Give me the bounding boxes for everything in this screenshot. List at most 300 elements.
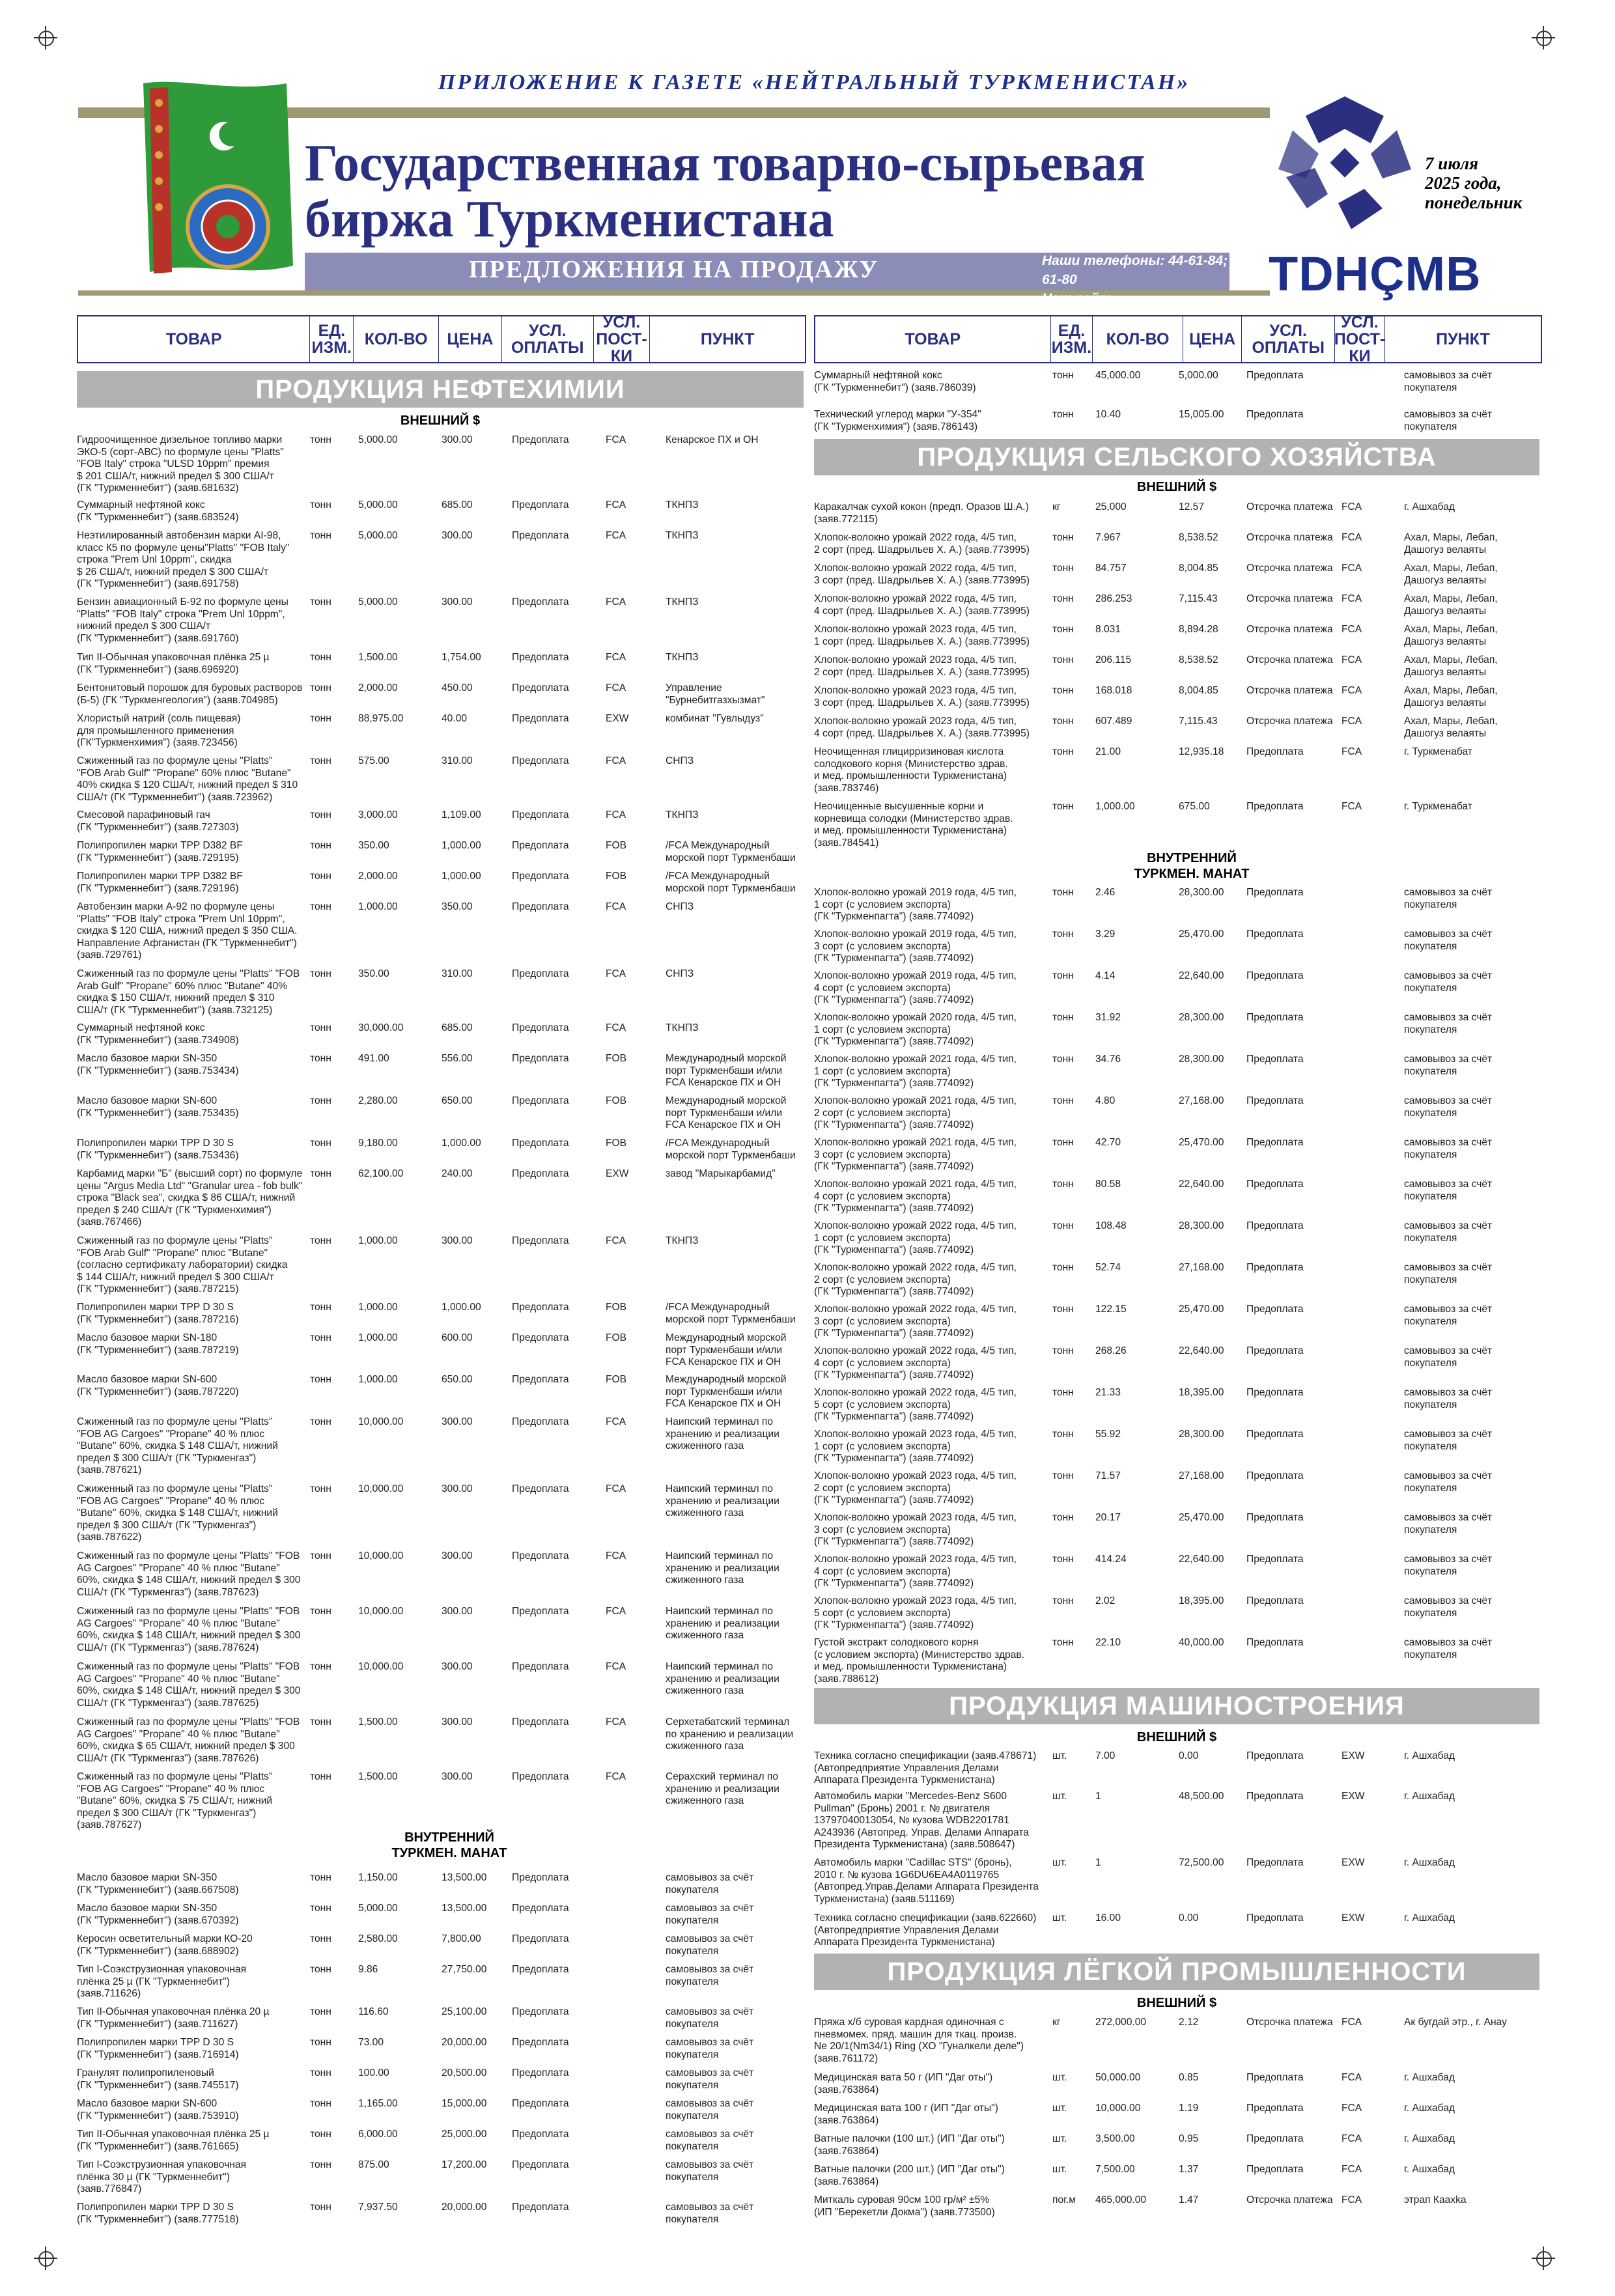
payment-cell: Предоплата <box>512 1661 569 1672</box>
table-row <box>814 1429 1541 1464</box>
qty-cell: 6,000.00 <box>358 2129 398 2140</box>
registration-mark-icon <box>1532 2247 1555 2270</box>
col-qty: КОЛ-ВО <box>1093 316 1183 362</box>
point-cell: Ахал, Мары, Лебап, Дашогуз велаяты <box>1404 593 1498 617</box>
product-cell: Суммарный нефтяной кокс (ГК "Туркменнебит") (заяв.786039) <box>814 370 976 393</box>
table-header-right <box>814 315 1542 363</box>
payment-cell: Предоплата <box>512 2067 569 2079</box>
unit-cell: тонн <box>1052 1345 1074 1356</box>
qty-cell: 22.10 <box>1095 1637 1121 1648</box>
delivery-cell: EXW <box>1341 1857 1365 1868</box>
qty-cell: 100.00 <box>358 2067 389 2079</box>
product-cell: Неэтилированный автобензин марки АI-98, класс К5 по формуле цены"Platts" "FOB Italy" строка "Prem Unl 10ppm", скидка $ 26 США/т, нижний предел $ 300 США/т (ГК "Туркменнебит") (заяв.691758) <box>77 530 290 589</box>
product-cell: Бентонитовый порошок для буровых растворов (Б-5) (ГК "Туркменгеология") (заяв.704985) <box>77 682 303 706</box>
qty-cell: 55.92 <box>1095 1429 1121 1440</box>
subheader-external: ВНЕШНИЙ $ <box>1136 1996 1217 2010</box>
price-cell: 28,300.00 <box>1179 1220 1224 1231</box>
price-cell: 240.00 <box>442 1168 473 1179</box>
price-cell: 650.00 <box>442 1374 473 1385</box>
section-light-industry: ПРОДУКЦИЯ ЛЁГКОЙ ПРОМЫШЛЕННОСТИ <box>814 1953 1539 1990</box>
qty-cell: 286.253 <box>1095 593 1132 604</box>
unit-cell: тонн <box>1052 1429 1074 1440</box>
table-row <box>814 563 1541 589</box>
delivery-cell: FCA <box>606 1022 626 1033</box>
qty-cell: 52.74 <box>1095 1262 1121 1273</box>
unit-cell: тонн <box>310 2037 331 2048</box>
price-cell: 556.00 <box>442 1053 473 1064</box>
table-row <box>77 2098 804 2124</box>
table-row <box>77 755 804 803</box>
registration-mark-icon <box>1532 26 1555 49</box>
unit-cell: тонн <box>1052 624 1074 635</box>
point-cell: Международный морской порт Туркменбаши и/или FCA Кенарское ПХ и ОН <box>666 1374 787 1409</box>
payment-cell: Предоплата <box>1246 801 1304 812</box>
qty-cell: 10,000.00 <box>1095 2103 1141 2114</box>
point-cell: ТКНПЗ <box>666 596 699 608</box>
unit-cell: тонн <box>310 968 331 979</box>
product-cell: Хлопок-волокно урожай 2023 года, 4/5 тип, 3 сорт (с условием экспорта) (ГК "Туркменпагта") (заяв.774092) <box>814 1512 1017 1547</box>
qty-cell: 2,000.00 <box>358 871 398 882</box>
qty-cell: 9.86 <box>358 1964 378 1975</box>
table-row <box>77 682 804 708</box>
delivery-cell: FOB <box>606 1332 627 1343</box>
payment-cell: Отсрочка платежа <box>1246 532 1333 543</box>
table-row <box>77 1374 804 1409</box>
col-price: ЦЕНА <box>439 316 502 362</box>
price-cell: 685.00 <box>442 499 473 511</box>
product-cell: Хлопок-волокно урожай 2023 года, 4/5 тип, 4 сорт (пред. Шадрыльев Х. А.) (заяв.773995) <box>814 716 1030 739</box>
payment-cell: Отсрочка платежа <box>1246 593 1333 604</box>
qty-cell: 1 <box>1095 1857 1101 1868</box>
product-cell: Сжиженный газ по формуле цены "Platts" "FOB AG Cargoes" "Propane" 40 % плюс "Butane" 60%, скидка $ 75 США/т, нижний предел $ 300 США/т (ГК "Туркменгаз") (заяв.787627) <box>77 1771 273 1830</box>
payment-cell: Предоплата <box>512 2129 569 2140</box>
product-cell: Неочищенные высушенные корни и корневища солодки (Министерство здрав. и мед. промышленности Туркменистана) (заяв.784541) <box>814 801 1013 848</box>
table-row <box>814 1912 1541 1948</box>
unit-cell: тонн <box>1052 654 1074 665</box>
table-row <box>814 1137 1541 1172</box>
point-cell: Ахал, Мары, Лебап, Дашогуз велаяты <box>1404 685 1498 708</box>
product-cell: Хлопок-волокно урожай 2021 года, 4/5 тип, 3 сорт (с условием экспорта) (ГК "Туркменпагта") (заяв.774092) <box>814 1137 1017 1172</box>
col-payment: УСЛ. ОПЛАТЫ <box>1242 316 1334 362</box>
price-cell: 48,500.00 <box>1179 1791 1224 1802</box>
point-cell: СНПЗ <box>666 755 694 766</box>
qty-cell: 414.24 <box>1095 1554 1127 1565</box>
delivery-cell: FCA <box>606 682 626 693</box>
product-cell: Техника согласно спецификации (заяв.478671) (Автопредприятие Управления Делами Аппарата Президента Туркменистана) <box>814 1750 1037 1785</box>
unit-cell: тонн <box>310 871 331 882</box>
price-cell: 1,000.00 <box>442 840 481 851</box>
delivery-cell: FOB <box>606 840 627 851</box>
price-cell: 25,470.00 <box>1179 929 1224 940</box>
qty-cell: 3,000.00 <box>358 809 398 820</box>
table-row <box>77 1483 804 1543</box>
table-row <box>77 596 804 644</box>
payment-cell: Отсрочка платежа <box>1246 501 1333 512</box>
unit-cell: тонн <box>310 2159 331 2170</box>
table-row <box>77 434 804 494</box>
unit-cell: шт. <box>1052 1791 1067 1802</box>
table-row <box>814 2164 1541 2190</box>
price-cell: 300.00 <box>442 1416 473 1427</box>
table-row <box>814 887 1541 922</box>
product-cell: Автомобиль марки "Cadillac STS" (бронь), 2010 г. № кузова 1G6DU6EA4A0119765 (Автопред.Управ.Делами Аппарата Президента Туркменистана) (заяв.511169) <box>814 1857 1039 1905</box>
qty-cell: 116.60 <box>358 2006 389 2017</box>
product-cell: Полипропилен марки TPP D 30 S (ГК "Туркменнебит") (заяв.787216) <box>77 1302 239 1325</box>
point-cell: ТКНПЗ <box>666 1235 699 1246</box>
unit-cell: тонн <box>310 1138 331 1149</box>
price-cell: 350.00 <box>442 901 473 912</box>
payment-cell: Предоплата <box>512 755 569 766</box>
subheader-external: ВНЕШНИЙ $ <box>1136 480 1217 494</box>
price-cell: 20,000.00 <box>442 2202 487 2213</box>
price-cell: 17,200.00 <box>442 2159 487 2170</box>
price-cell: 20,500.00 <box>442 2067 487 2079</box>
qty-cell: 122.15 <box>1095 1304 1127 1315</box>
product-cell: Неочищенная глицирризиновая кислота солодкового корня (Министерство здрав. и мед. промышленности Туркменистана) (заяв.783746) <box>814 746 1008 794</box>
unit-cell: тонн <box>310 1716 331 1728</box>
qty-cell: 1,500.00 <box>358 652 398 663</box>
unit-cell: тонн <box>1052 1012 1074 1023</box>
price-cell: 300.00 <box>442 1606 473 1617</box>
product-cell: Тип II-Обычная упаковочная плёнка 20 µ (ГК "Туркменнебит") (заяв.711627) <box>77 2006 270 2030</box>
point-cell: Наипский терминал по хранению и реализации сжиженного газа <box>666 1550 779 1586</box>
product-cell: Тип II-Обычная упаковочная плёнка 25 µ (ГК "Туркменнебит") (заяв.696920) <box>77 652 270 675</box>
price-cell: 300.00 <box>442 1771 473 1782</box>
point-cell: самовывоз за счёт покупателя <box>1404 1304 1493 1327</box>
qty-cell: 84.757 <box>1095 563 1127 574</box>
delivery-cell: FCA <box>1341 654 1362 665</box>
qty-cell: 2,580.00 <box>358 1933 398 1944</box>
product-cell: Керосин осветительный марки КО-20 (ГК "Туркменнебит") (заяв.688902) <box>77 1933 253 1957</box>
payment-cell: Предоплата <box>1246 1012 1304 1023</box>
qty-cell: 10,000.00 <box>358 1416 404 1427</box>
unit-cell: тонн <box>310 1550 331 1561</box>
table-row <box>814 1345 1541 1380</box>
table-row <box>77 1716 804 1764</box>
delivery-cell: FOB <box>606 1138 627 1149</box>
unit-cell: тонн <box>1052 593 1074 604</box>
payment-cell: Предоплата <box>1246 929 1304 940</box>
payment-cell: Отсрочка платежа <box>1246 2017 1333 2028</box>
delivery-cell: EXW <box>606 713 629 724</box>
point-cell: г. Ашхабад <box>1404 1750 1455 1761</box>
product-cell: Полипропилен марки TPP D 30 S (ГК "Туркменнебит") (заяв.716914) <box>77 2037 239 2060</box>
col-payment: УСЛ. ОПЛАТЫ <box>502 316 594 362</box>
point-cell: самовывоз за счёт покупателя <box>666 1903 754 1926</box>
table-row <box>814 1012 1541 1047</box>
unit-cell: кг <box>1052 2017 1061 2028</box>
product-cell: Миткаль суровая 90см 100 гр/м² ±5% (ИП "Берекетли Докма") (заяв.773500) <box>814 2194 995 2218</box>
unit-cell: тонн <box>1052 1220 1074 1231</box>
payment-cell: Предоплата <box>1246 1429 1304 1440</box>
subheader-external: ВНЕШНИЙ $ <box>1136 1730 1217 1744</box>
payment-cell: Отсрочка платежа <box>1246 685 1333 696</box>
price-cell: 1.47 <box>1179 2194 1199 2205</box>
unit-cell: тонн <box>1052 929 1074 940</box>
point-cell: ТКНПЗ <box>666 499 699 511</box>
payment-cell: Предоплата <box>512 1771 569 1782</box>
point-cell: Кенарское ПХ и ОН <box>666 434 759 445</box>
unit-cell: тонн <box>1052 1095 1074 1106</box>
point-cell: Международный морской порт Туркменбаши и/или FCA Кенарское ПХ и ОН <box>666 1332 787 1367</box>
product-cell: Хлопок-волокно урожай 2023 года, 4/5 тип, 1 сорт (с условием экспорта) (ГК "Туркменпагта") (заяв.774092) <box>814 1429 1017 1464</box>
price-cell: 28,300.00 <box>1179 1429 1224 1440</box>
qty-cell: 7,937.50 <box>358 2202 398 2213</box>
price-cell: 310.00 <box>442 755 473 766</box>
payment-cell: Предоплата <box>512 434 569 445</box>
issue-date <box>1425 154 1555 212</box>
unit-cell: тонн <box>310 2006 331 2017</box>
delivery-cell: FOB <box>606 1053 627 1064</box>
point-cell: Ахал, Мары, Лебап, Дашогуз велаяты <box>1404 563 1498 586</box>
point-cell: завод "Марыкарбамид" <box>666 1168 776 1179</box>
product-cell: Полипропилен марки TPP D 30 S (ГК "Туркменнебит") (заяв.753436) <box>77 1138 239 1161</box>
price-cell: 20,000.00 <box>442 2037 487 2048</box>
page-title <box>305 135 1269 247</box>
price-cell: 1,754.00 <box>442 652 481 663</box>
point-cell: Наипский терминал по хранению и реализации сжиженного газа <box>666 1416 779 1451</box>
price-cell: 15,005.00 <box>1179 409 1224 420</box>
point-cell: самовывоз за счёт покупателя <box>666 2037 754 2060</box>
payment-cell: Предоплата <box>1246 887 1304 898</box>
delivery-cell: FCA <box>1341 746 1362 757</box>
price-cell: 300.00 <box>442 1550 473 1561</box>
registration-mark-icon <box>34 26 57 49</box>
unit-cell: тонн <box>310 596 331 608</box>
payment-cell: Отсрочка платежа <box>1246 624 1333 635</box>
product-cell: Хлопок-волокно урожай 2022 года, 4/5 тип, 3 сорт (с условием экспорта) (ГК "Туркменпагта") (заяв.774092) <box>814 1304 1017 1339</box>
product-cell: Масло базовое марки SN-180 (ГК "Туркменнебит") (заяв.787219) <box>77 1332 239 1356</box>
point-cell: г. Ашхабад <box>1404 2072 1455 2083</box>
col-price: ЦЕНА <box>1183 316 1243 362</box>
table-row <box>814 1387 1541 1422</box>
delivery-cell: FCA <box>1341 2133 1362 2144</box>
product-cell: Суммарный нефтяной кокс (ГК "Туркменнебит") (заяв.734908) <box>77 1022 239 1046</box>
price-cell: 8,538.52 <box>1179 532 1218 543</box>
qty-cell: 10,000.00 <box>358 1483 404 1494</box>
payment-cell: Предоплата <box>512 1903 569 1914</box>
table-row <box>814 970 1541 1005</box>
subheader-external: ВНЕШНИЙ $ <box>400 413 481 428</box>
unit-cell: тонн <box>1052 1512 1074 1523</box>
point-cell: самовывоз за счёт покупателя <box>666 1933 754 1957</box>
unit-cell: тонн <box>1052 532 1074 543</box>
site-text: Наш сайт: www.exchange.gov.tm <box>1042 291 1188 325</box>
price-cell: 685.00 <box>442 1022 473 1033</box>
delivery-cell: EXW <box>1341 1912 1365 1924</box>
price-cell: 27,168.00 <box>1179 1470 1224 1481</box>
product-cell: Масло базовое марки SN-600 (ГК "Туркменнебит") (заяв.753435) <box>77 1095 239 1119</box>
price-cell: 600.00 <box>442 1332 473 1343</box>
point-cell: самовывоз за счёт покупателя <box>1404 1012 1493 1035</box>
price-cell: 310.00 <box>442 968 473 979</box>
table-row <box>77 901 804 960</box>
price-cell: 22,640.00 <box>1179 1554 1224 1565</box>
unit-cell: тонн <box>310 1483 331 1494</box>
point-cell: самовывоз за счёт покупателя <box>1404 1262 1493 1285</box>
qty-cell: 30,000.00 <box>358 1022 404 1033</box>
price-cell: 72,500.00 <box>1179 1857 1224 1868</box>
product-cell: Хлопок-волокно урожай 2022 года, 4/5 тип, 4 сорт (с условием экспорта) (ГК "Туркменпагта") (заяв.774092) <box>814 1345 1017 1380</box>
table-row <box>77 2202 804 2228</box>
product-cell: Технический углерод марки "У-354" (ГК "Туркменхимия") (заяв.786143) <box>814 409 981 432</box>
unit-cell: тонн <box>1052 1595 1074 1606</box>
qty-cell: 25,000 <box>1095 501 1127 512</box>
unit-cell: тонн <box>310 1661 331 1672</box>
delivery-cell: FCA <box>606 1483 626 1494</box>
point-cell: этрап Кaaxka <box>1404 2194 1467 2205</box>
qty-cell: 62,100.00 <box>358 1168 404 1179</box>
table-row <box>814 1304 1541 1339</box>
point-cell: г. Ашхабад <box>1404 2133 1455 2144</box>
product-cell: Каракалчак сухой кокон (предп. Оразов Ш.А.) (заяв.772115) <box>814 501 1029 525</box>
delivery-cell: FCA <box>606 755 626 766</box>
price-cell: 5,000.00 <box>1179 370 1218 381</box>
point-cell: /FCA Международный морской порт Туркменбаши <box>666 1302 796 1325</box>
table-row <box>814 2103 1541 2129</box>
payment-cell: Предоплата <box>1246 2103 1304 2114</box>
exchange-logo <box>1273 91 1416 234</box>
product-cell: Хлопок-волокно урожай 2023 года, 4/5 тип, 1 сорт (пред. Шадрыльев Х. А.) (заяв.773995) <box>814 624 1030 647</box>
product-cell: Сжиженный газ по формуле цены "Platts" "FOB Arab Gulf" "Propane" 60% плюс "Butane" 40% скидка $ 120 США/т, нижний предел $ 310 США/т (ГК "Туркменнебит") (заяв.723962) <box>77 755 298 803</box>
delivery-cell: EXW <box>606 1168 629 1179</box>
product-cell: Полипропилен марки TPP D 30 S (ГК "Туркменнебит") (заяв.777518) <box>77 2202 239 2225</box>
payment-cell: Предоплата <box>512 809 569 820</box>
qty-cell: 607.489 <box>1095 716 1132 727</box>
unit-cell: тонн <box>1052 1179 1074 1190</box>
table-row <box>814 801 1541 848</box>
price-cell: 25,470.00 <box>1179 1137 1224 1148</box>
qty-cell: 10,000.00 <box>358 1606 404 1617</box>
unit-cell: шт. <box>1052 1750 1067 1761</box>
unit-cell: тонн <box>310 2129 331 2140</box>
qty-cell: 50,000.00 <box>1095 2072 1141 2083</box>
unit-cell: пог.м <box>1052 2194 1076 2205</box>
unit-cell: тонн <box>310 1302 331 1313</box>
unit-cell: тонн <box>1052 1470 1074 1481</box>
payment-cell: Предоплата <box>512 1095 569 1106</box>
delivery-cell: FCA <box>606 434 626 445</box>
payment-cell: Предоплата <box>1246 1912 1304 1924</box>
qty-cell: 168.018 <box>1095 685 1132 696</box>
point-cell: самовывоз за счёт покупателя <box>666 2159 754 2183</box>
point-cell: комбинат "Гувлыдуз" <box>666 713 764 724</box>
table-row <box>77 1053 804 1088</box>
qty-cell: 20.17 <box>1095 1512 1121 1523</box>
table-row <box>814 716 1541 742</box>
price-cell: 12.57 <box>1179 501 1205 512</box>
price-cell: 13,500.00 <box>442 1872 487 1883</box>
payment-cell: Предоплата <box>512 1332 569 1343</box>
unit-cell: тонн <box>310 2067 331 2079</box>
table-row <box>814 624 1541 650</box>
point-cell: ТКНПЗ <box>666 1022 699 1033</box>
unit-cell: тонн <box>310 755 331 766</box>
price-cell: 22,640.00 <box>1179 1345 1224 1356</box>
unit-cell: тонн <box>310 1168 331 1179</box>
point-cell: самовывоз за счёт покупателя <box>1404 409 1493 432</box>
unit-cell: тонн <box>310 530 331 541</box>
payment-cell: Предоплата <box>1246 1304 1304 1315</box>
col-point: ПУНКТ <box>700 330 755 348</box>
payment-cell: Предоплата <box>512 596 569 608</box>
delivery-cell: FCA <box>606 499 626 511</box>
payment-cell: Предоплата <box>1246 1857 1304 1868</box>
point-cell: /FCA Международный морской порт Туркменбаши <box>666 840 796 863</box>
qty-cell: 34.76 <box>1095 1054 1121 1065</box>
payment-cell: Предоплата <box>512 2098 569 2109</box>
product-cell: Хлопок-волокно урожай 2022 года, 4/5 тип, 2 сорт (пред. Шадрыльев Х. А.) (заяв.773995) <box>814 532 1030 555</box>
table-row <box>77 2006 804 2032</box>
delivery-cell: EXW <box>1341 1750 1365 1761</box>
table-row <box>814 2194 1541 2220</box>
payment-cell: Предоплата <box>1246 1637 1304 1648</box>
table-row <box>77 968 804 1016</box>
payment-cell: Предоплата <box>512 2006 569 2017</box>
delivery-cell: FCA <box>1341 532 1362 543</box>
product-cell: Хлопок-волокно урожай 2022 года, 4/5 тип, 5 сорт (с условием экспорта) (ГК "Туркменпагта") (заяв.774092) <box>814 1387 1017 1422</box>
table-row <box>814 1857 1541 1905</box>
qty-cell: 16.00 <box>1095 1912 1121 1924</box>
table-row <box>814 409 1541 435</box>
point-cell: СНПЗ <box>666 968 694 979</box>
qty-cell: 2.02 <box>1095 1595 1116 1606</box>
product-cell: Хлопок-волокно урожай 2019 года, 4/5 тип, 4 сорт (с условием экспорта) (ГК "Туркменпагта") (заяв.774092) <box>814 970 1017 1005</box>
qty-cell: 5,000.00 <box>358 499 398 511</box>
delivery-cell: FCA <box>606 1550 626 1561</box>
unit-cell: тонн <box>310 1606 331 1617</box>
col-product: ТОВАР <box>815 316 1051 362</box>
unit-cell: кг <box>1052 501 1061 512</box>
table-row <box>814 501 1541 527</box>
qty-cell: 272,000.00 <box>1095 2017 1147 2028</box>
payment-cell: Предоплата <box>512 1235 569 1246</box>
qty-cell: 875.00 <box>358 2159 389 2170</box>
table-row <box>77 1606 804 1653</box>
point-cell: самовывоз за счёт покупателя <box>666 1964 754 1987</box>
product-cell: Гидроочищенное дизельное топливо марки ЭКО-5 (сорт-АВС) по формуле цены "Platts" "FOB Italy" строка "ULSD 10ppm" премия $ 201 США/т, нижний предел $ 300 США/т (ГК "Туркменнебит") (заяв.681632) <box>77 434 284 494</box>
table-row <box>77 2067 804 2093</box>
payment-cell: Предоплата <box>512 1716 569 1728</box>
product-cell: Пряжа х/б суровая кардная одиночная с пневмомех. пряд. машин для ткац. произв. Ne 20/1(Nm34/1) Ring (ХО "Гуналкели деле") (заяв.761172) <box>814 2017 1024 2064</box>
delivery-cell: FCA <box>1341 2017 1362 2028</box>
col-delivery: УСЛ. ПОСТ-КИ <box>1334 313 1386 365</box>
payment-cell: Предоплата <box>512 1933 569 1944</box>
col-unit: ЕД. ИЗМ. <box>310 316 354 362</box>
product-cell: Медицинская вата 50 г (ИП "Даг оты") (заяв.763864) <box>814 2072 993 2095</box>
delivery-cell: FCA <box>606 1416 626 1427</box>
price-cell: 7,115.43 <box>1179 716 1218 727</box>
product-cell: Масло базовое марки SN-600 (ГК "Туркменнебит") (заяв.753910) <box>77 2098 239 2121</box>
point-cell: ТКНПЗ <box>666 530 699 541</box>
qty-cell: 1,000.00 <box>358 1374 398 1385</box>
delivery-cell: FOB <box>606 1302 627 1313</box>
table-row <box>814 929 1541 964</box>
unit-cell: тонн <box>310 1374 331 1385</box>
unit-cell: тонн <box>310 840 331 851</box>
point-cell: Наипский терминал по хранению и реализации сжиженного газа <box>666 1606 779 1641</box>
unit-cell: шт. <box>1052 2133 1067 2144</box>
payment-cell: Предоплата <box>1246 1595 1304 1606</box>
product-cell: Медицинская вата 100 г (ИП "Даг оты") (заяв.763864) <box>814 2103 998 2126</box>
product-cell: Сжиженный газ по формуле цены "Platts" "FOB AG Cargoes" "Propane" 40 % плюс "Butane" 60%, скидка $ 148 США/т, нижний предел $ 300 США/т (ГК "Туркменгаз") (заяв.787623) <box>77 1550 301 1598</box>
table-row <box>77 1235 804 1295</box>
point-cell: г. Ашхабад <box>1404 2103 1455 2114</box>
unit-cell: тонн <box>310 1416 331 1427</box>
qty-cell: 3.29 <box>1095 929 1116 940</box>
payment-cell: Предоплата <box>1246 2133 1304 2144</box>
table-row <box>814 1512 1541 1547</box>
